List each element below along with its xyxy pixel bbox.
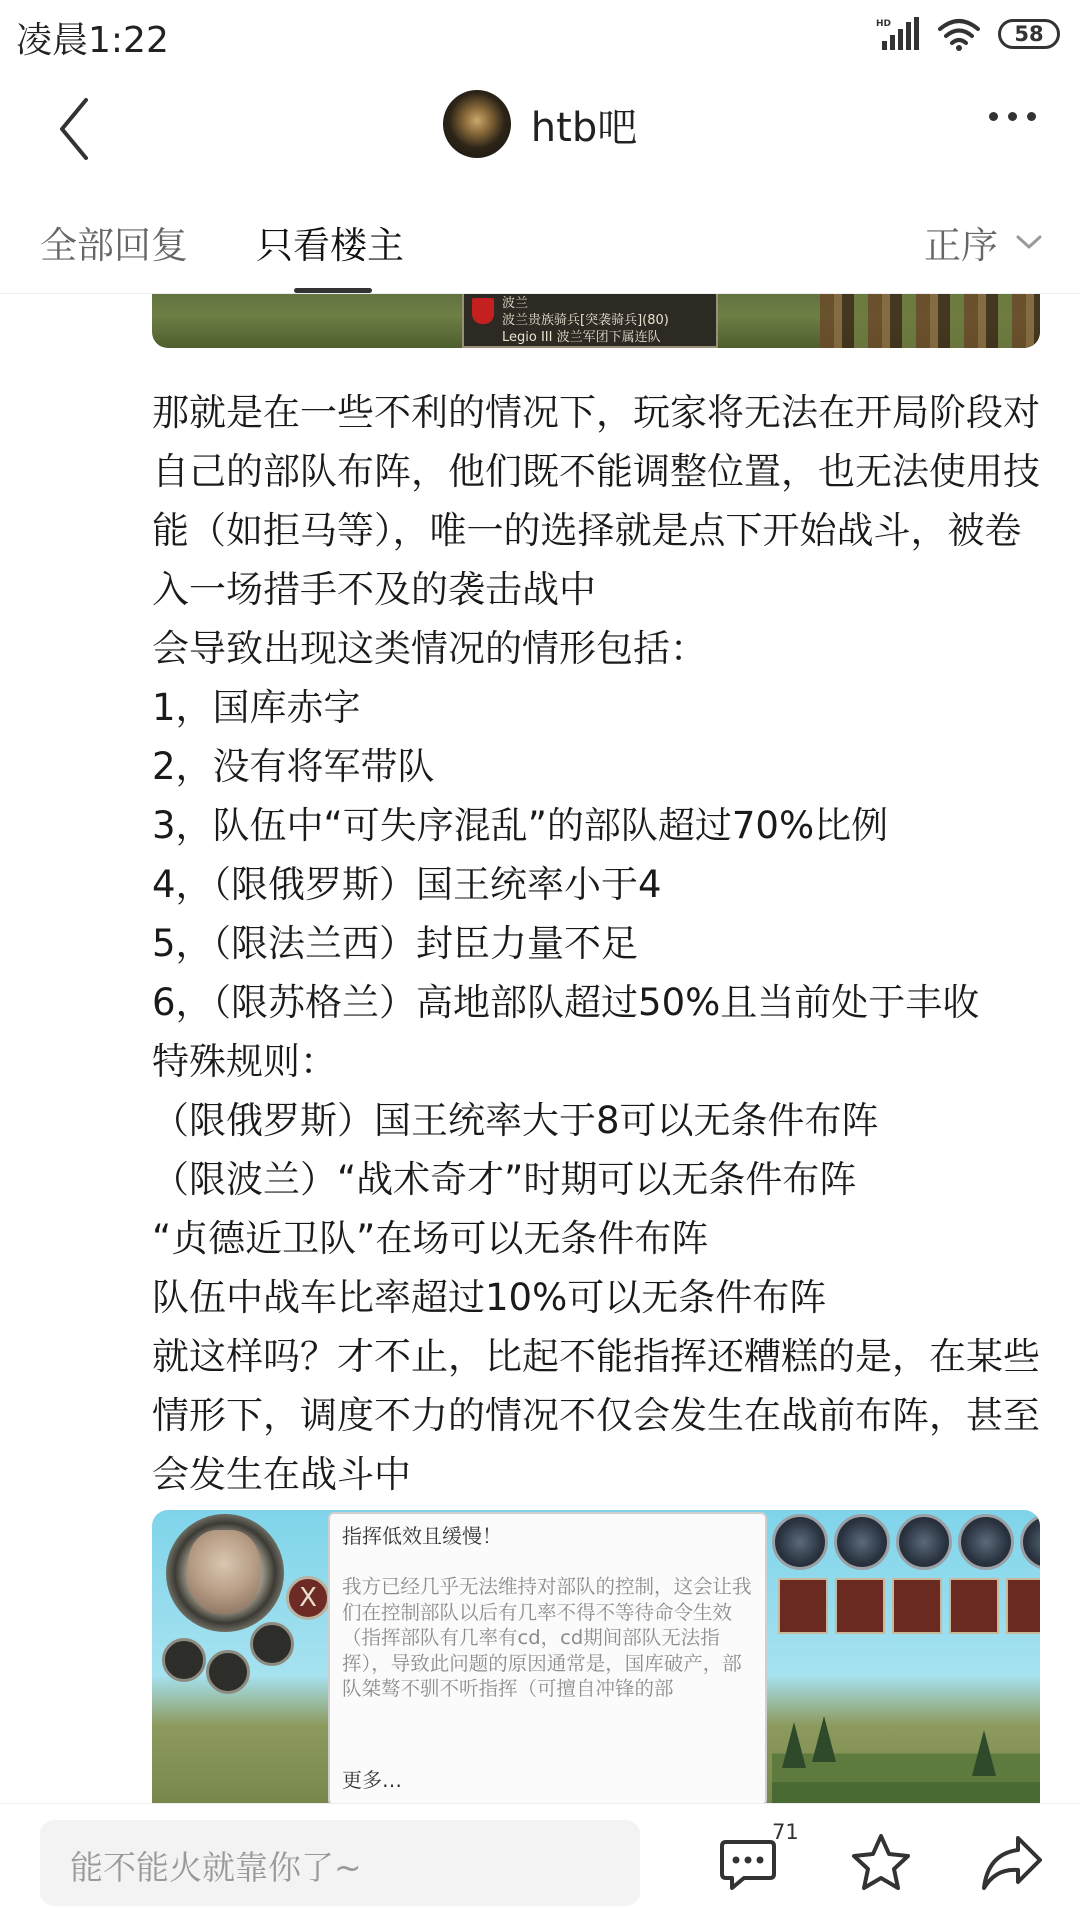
unit-card bbox=[949, 1578, 999, 1634]
post-image-bottom[interactable] bbox=[152, 1510, 1040, 1803]
status-bar bbox=[0, 0, 1080, 70]
portrait-face bbox=[188, 1530, 260, 1614]
post-line: （限波兰）“战术奇才”时期可以无条件布阵 bbox=[152, 1158, 857, 1201]
post-line: 会导致出现这类情况的情形包括： bbox=[152, 627, 707, 670]
nav-bar bbox=[0, 70, 1080, 185]
sort-label: 正序 bbox=[924, 224, 998, 267]
tooltip-more: 更多… bbox=[342, 1768, 402, 1792]
reply-placeholder: 能不能火就靠你了~ bbox=[70, 1848, 362, 1887]
unit-card bbox=[892, 1578, 942, 1634]
unit-name: 波兰贵族骑兵[突袭骑兵](80) bbox=[502, 313, 669, 328]
soldier-icon bbox=[958, 1514, 1014, 1570]
battery-level: 58 bbox=[1014, 22, 1044, 46]
unit-cards bbox=[778, 1578, 1040, 1634]
post-line: （限俄罗斯）国王统率大于8可以无条件布阵 bbox=[152, 1099, 879, 1142]
more-button[interactable] bbox=[989, 112, 1036, 121]
svg-text:HD: HD bbox=[876, 19, 892, 29]
control-knob bbox=[206, 1650, 250, 1694]
post-line: 4，（限俄罗斯）国王统率小于4 bbox=[152, 863, 662, 906]
comment-count: 71 bbox=[772, 1820, 799, 1844]
skill-icons bbox=[772, 1514, 1040, 1570]
sword-icon bbox=[896, 1514, 952, 1570]
unit-card bbox=[1006, 1578, 1040, 1634]
unit-info-panel bbox=[462, 293, 718, 348]
reply-input[interactable] bbox=[40, 1820, 640, 1906]
hd-signal-icon bbox=[876, 17, 920, 51]
tab-all-replies[interactable]: 全部回复 bbox=[40, 224, 188, 267]
post-line: 2，没有将军带队 bbox=[152, 745, 435, 788]
wifi-icon bbox=[938, 17, 980, 51]
status-time: 凌晨1:22 bbox=[16, 20, 169, 61]
grid-icon bbox=[1020, 1514, 1040, 1570]
game-tooltip bbox=[328, 1512, 767, 1803]
unit-card bbox=[835, 1578, 885, 1634]
reply-tabs bbox=[0, 185, 1080, 294]
share-icon[interactable] bbox=[980, 1832, 1044, 1894]
post-line: 3，队伍中“可失序混乱”的部队超过70%比例 bbox=[152, 804, 889, 847]
post-content[interactable] bbox=[0, 293, 1080, 1803]
status-icons bbox=[876, 14, 1060, 54]
close-icon: X bbox=[286, 1576, 330, 1620]
post-line: 特殊规则： bbox=[152, 1040, 337, 1083]
more-dots-icon bbox=[989, 112, 998, 121]
more-dot bbox=[1027, 112, 1036, 121]
control-knob bbox=[250, 1622, 294, 1666]
post-line: 1，国库赤字 bbox=[152, 686, 361, 729]
tooltip-title: 指挥低效且缓慢！ bbox=[342, 1524, 502, 1548]
unit-legion: Legio III 波兰军团下属连队 bbox=[502, 330, 661, 345]
tab-op-only[interactable]: 只看楼主 bbox=[256, 224, 404, 267]
post-line: 6，（限苏格兰）高地部队超过50%且当前处于丰收 bbox=[152, 981, 980, 1024]
sort-button[interactable] bbox=[924, 215, 1042, 269]
post-line: “贞德近卫队”在场可以无条件布阵 bbox=[152, 1217, 709, 1260]
forum-title[interactable] bbox=[0, 90, 1080, 158]
control-knob bbox=[162, 1638, 206, 1682]
post-line: 那就是在一些不利的情况下，玩家将无法在开局阶段对自己的部队布阵，他们既不能调整位置，也无法使用技能（如拒马等），唯一的选择就是点下开始战斗，被卷入一场措手不及的袭击战中 bbox=[152, 391, 1040, 611]
skill-icon bbox=[772, 1514, 828, 1570]
chevron-down-icon bbox=[1016, 234, 1042, 250]
unit-faction: 波兰 bbox=[502, 296, 529, 311]
post-line: 5，（限法兰西）封臣力量不足 bbox=[152, 922, 639, 965]
post-text bbox=[152, 383, 1042, 1504]
star-icon[interactable] bbox=[850, 1832, 912, 1894]
comment-icon[interactable] bbox=[718, 1834, 778, 1894]
battery-icon bbox=[998, 19, 1060, 49]
unit-card bbox=[778, 1578, 828, 1634]
shield-icon bbox=[472, 298, 494, 324]
post-line: 就这样吗？才不止，比起不能指挥还糟糕的是，在某些情形下，调度不力的情况不仅会发生在战前布阵，甚至会发生在战斗中 bbox=[152, 1335, 1040, 1496]
tree-graphic bbox=[782, 1722, 806, 1768]
forum-name[interactable]: htb吧 bbox=[530, 104, 638, 151]
tree-graphic bbox=[972, 1730, 996, 1776]
tree-graphic bbox=[812, 1716, 836, 1762]
shield-icon bbox=[834, 1514, 890, 1570]
bottom-bar bbox=[0, 1803, 1080, 1921]
landscape-trees bbox=[772, 1716, 1040, 1803]
tooltip-body: 我方已经几乎无法维持对部队的控制，这会让我们在控制部队以后有几率不得不等待命令生效（指挥部队有几率有cd，cd期间部队无法指挥），导致此问题的原因通常是，国库破产，部队桀骜不驯不听指挥（可擅自冲锋的部 bbox=[342, 1575, 752, 1700]
post-line: 队伍中战车比率超过10%可以无条件布阵 bbox=[152, 1276, 827, 1319]
more-dot bbox=[1008, 112, 1017, 121]
post-image-top[interactable] bbox=[152, 293, 1040, 348]
forum-avatar[interactable] bbox=[443, 90, 511, 158]
cavalry-graphic bbox=[820, 293, 1040, 348]
tab-indicator bbox=[294, 288, 372, 293]
